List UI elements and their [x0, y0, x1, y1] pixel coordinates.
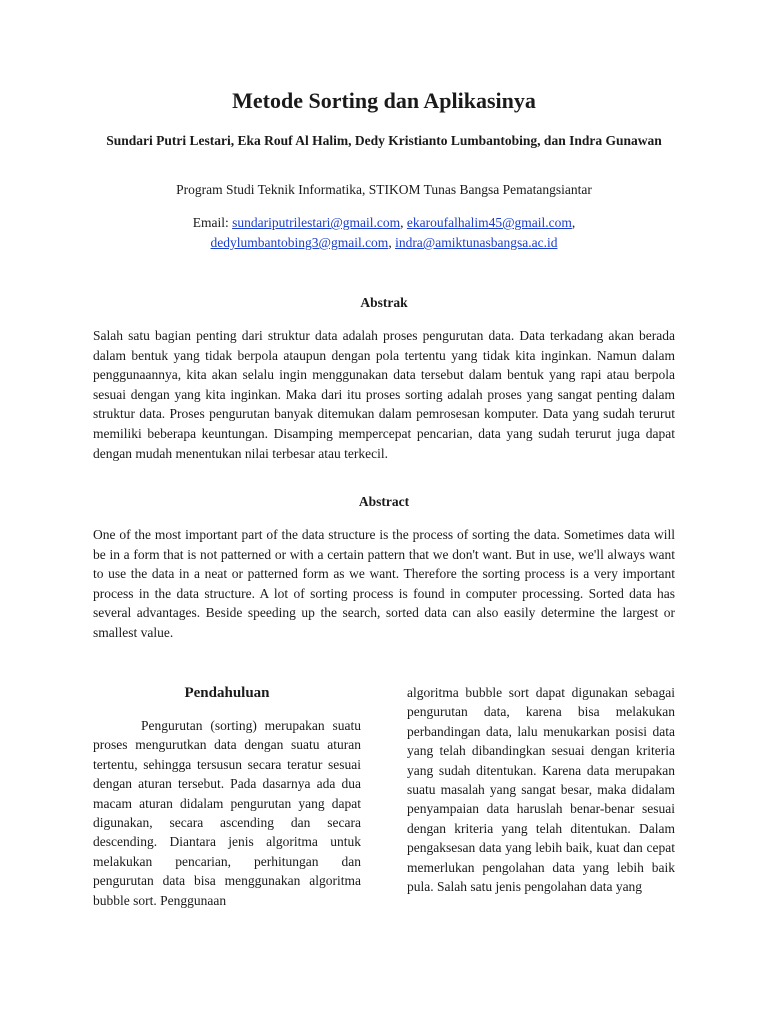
pendahuluan-right-column: algoritma bubble sort dapat digunakan sebagai pengurutan data, karena bisa melakukan perbandingan data, lalu menukarkan posisi data yang telah dibandingkan sesuai dengan kriteria yang sudah ditentukan. Karena data merupakan suatu masalah yang sangat besar, maka didalam penyampaian data haruslah benar-benar sesuai dengan kriteria yang telah ditentukan. Dalam pengaksesan data yang lebih baik, kuat dan cepat memerlukan pengolahan data yang lebih baik pula. Salah satu jenis pengolahan data yang — [407, 685, 675, 895]
pendahuluan-heading: Pendahuluan — [184, 685, 270, 701]
author-list: Sundari Putri Lestari, Eka Rouf Al Halim, Dedy Kristianto Lumbantobing, dan Indra Gunawan — [106, 133, 662, 148]
email-label: Email: — [192, 215, 229, 230]
abstrak-heading: Abstrak — [360, 295, 408, 310]
abstrak-text: Salah satu bagian penting dari struktur data adalah proses pengurutan data. Data terkadang akan berada dalam bentuk yang tidak berpola ataupun dengan pola tertentu yang tidak kita inginkan. Namun dalam penggunaannya, kita akan selalu ingin menggunakan data tersebut dalam bentuk yang rapi atau berpola sesuai dengan yang kita inginkan. Maka dari itu proses sorting adalah proses yang sangat penting dalam struktur data. Proses pengurutan banyak ditemukan dalam pemrosesan komputer. Data yang sudah terurut memiliki beberapa keuntungan. Disamping mempercepat pencarian, data yang sudah terurut juga dapat dengan mudah menentukan nilai terbesar atau terkecil. — [93, 328, 675, 461]
abstract-heading: Abstract — [358, 494, 410, 509]
paper-title: Metode Sorting dan Aplikasinya — [232, 88, 536, 113]
pendahuluan-left-column: Pengurutan (sorting) merupakan suatu proses mengurutkan data dengan suatu aturan tertentu, sehingga tersusun secara teratur sesuai dengan aturan tersebut. Pada dasarnya ada dua macam aturan didalam pengurutan yang dapat digunakan, secara ascending dan secara descending. Diantara jenis algoritma untuk melakukan pencarian, perhitungan dan pengurutan data bisa menggunakan algoritma bubble sort. Penggunaan — [93, 718, 361, 908]
email-link-indra[interactable]: indra@amiktunasbangsa.ac.id — [395, 235, 558, 250]
affiliation: Program Studi Teknik Informatika, STIKOM Tunas Bangsa Pematangsiantar — [176, 182, 592, 197]
email-line: Email: sundariputrilestari@gmail.com, ekaroufalhalim45@gmail.com, dedylumbantobing3@gmail.com, indra@amiktunasbangsa.ac.id — [192, 215, 576, 250]
email-link-eka[interactable]: ekaroufalhalim45@gmail.com — [406, 215, 572, 230]
abstract-text: One of the most important part of the data structure is the process of sorting the data. Sometimes data will be in a form that is not patterned or with a certain pattern that we don't want. But in use, we'll always want to use the data in a neat or patterned form as we want. Therefore the sorting process is a very important process in the data structure. A lot of sorting process is found in computer processing. Sorted data has several advantages. Beside speeding up the search, sorted data can also easily determine the largest or smallest value. — [93, 527, 675, 640]
email-link-dedy[interactable]: dedylumbantobing3@gmail.com — [210, 235, 389, 250]
email-link-sundari[interactable]: sundariputrilestari@gmail.com — [232, 215, 401, 230]
